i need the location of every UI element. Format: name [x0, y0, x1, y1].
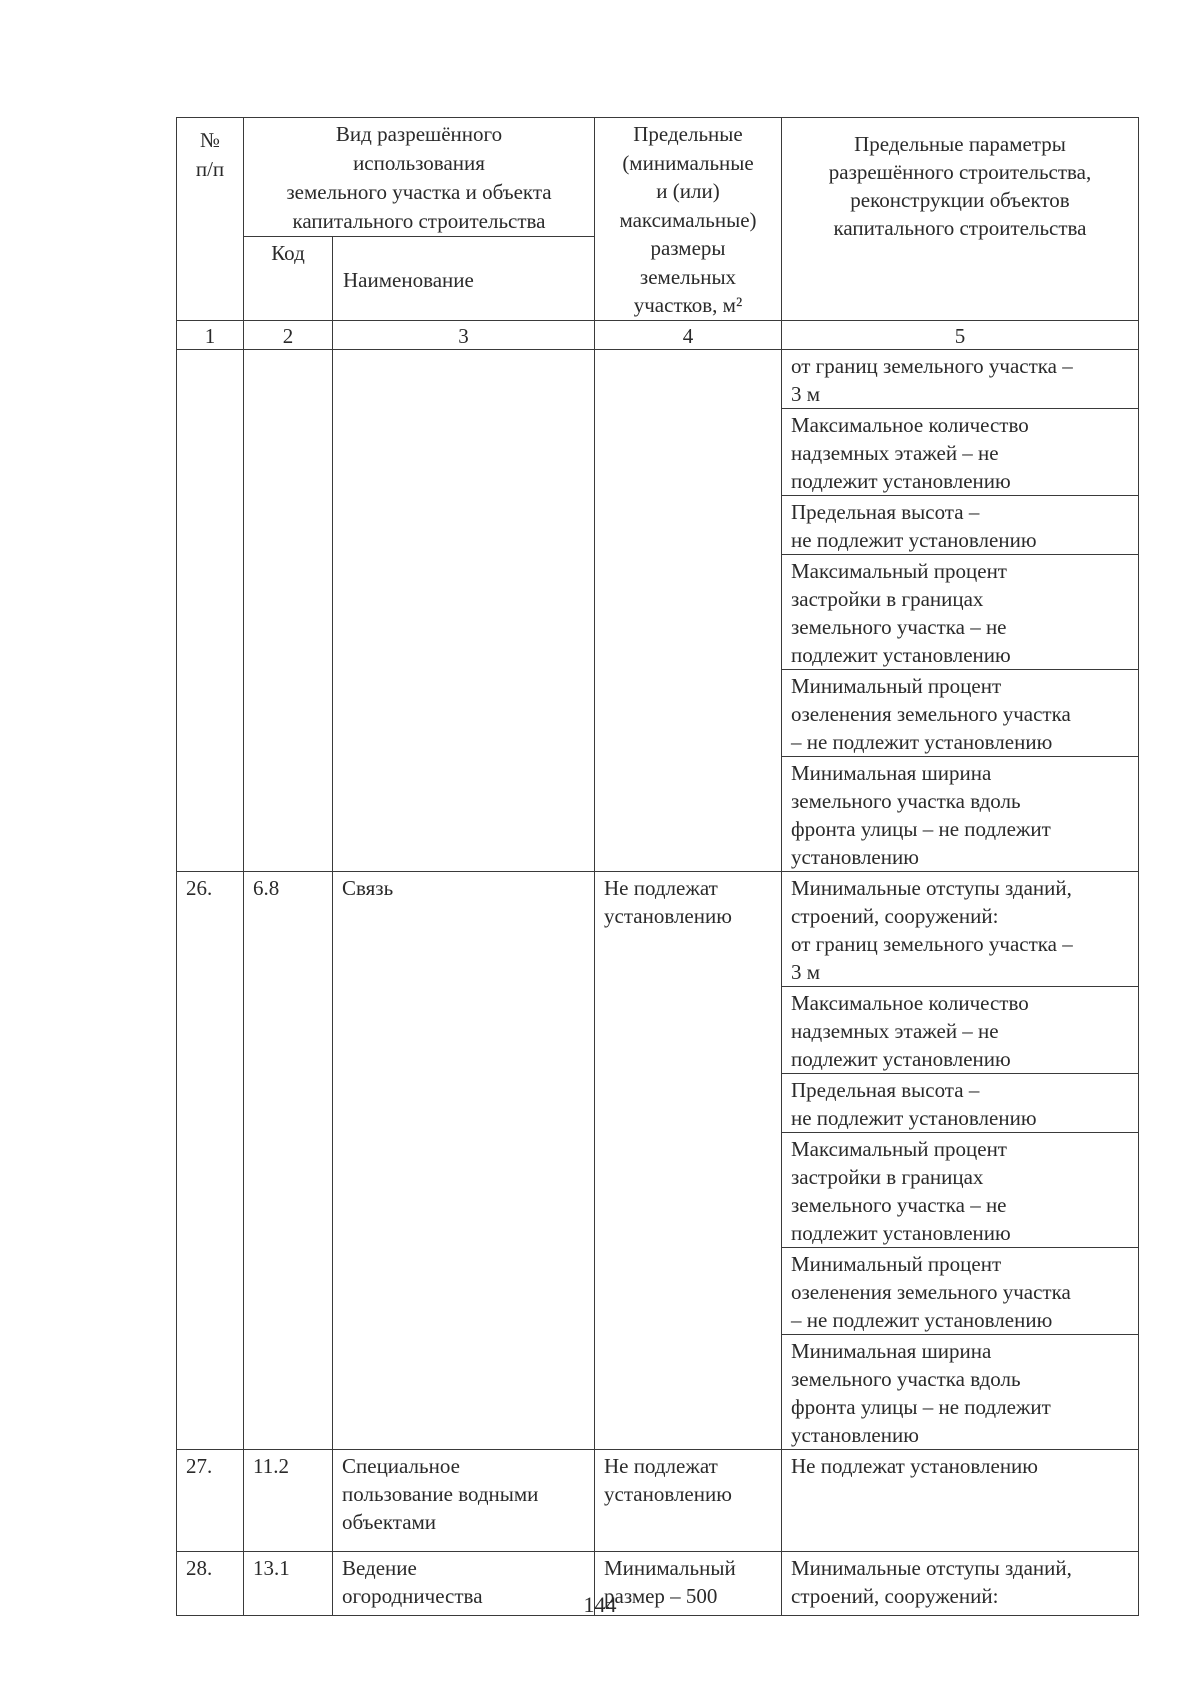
parameter-cell: Предельная высота – не подлежит установлению [782, 496, 1139, 555]
row-name: Ведение огородничества [333, 1552, 595, 1616]
parameter-cell: от границ земельного участка – 3 м [782, 350, 1139, 409]
parameter-cell: Минимальные отступы зданий, строений, сооружений: [782, 1552, 1139, 1616]
row-number: 28. [177, 1552, 244, 1616]
table-row [177, 872, 1139, 987]
parameter-cell: Минимальная ширина земельного участка вдоль фронта улицы – не подлежит установлению [782, 1335, 1139, 1450]
column-number: 2 [244, 321, 333, 350]
row-name: Связь [333, 872, 595, 1450]
row-code: 13.1 [244, 1552, 333, 1616]
table-row [177, 1450, 1139, 1552]
row-plot-size: Не подлежат установлению [595, 1450, 782, 1552]
parameter-cell: Предельная высота – не подлежит установлению [782, 1074, 1139, 1133]
column-number: 1 [177, 321, 244, 350]
row-code: 6.8 [244, 872, 333, 1450]
table-row [177, 350, 1139, 409]
parameter-cell: Не подлежат установлению [782, 1450, 1139, 1552]
header-parameters: Предельные параметры разрешённого строительства, реконструкции объектов капитального строительства [782, 118, 1139, 321]
column-number: 5 [782, 321, 1139, 350]
parameter-cell: Минимальный процент озеленения земельного участка – не подлежит установлению [782, 670, 1139, 757]
header-plot-sizes: Предельные (минимальные и (или) максимальные) размеры земельных участков, м² [595, 118, 782, 321]
parameter-cell: Минимальные отступы зданий, строений, сооружений: от границ земельного участка – 3 м [782, 872, 1139, 987]
header-number: № п/п [177, 118, 244, 321]
page-number: 144 [583, 1592, 617, 1617]
header-use-type: Вид разрешённого использования земельного участка и объекта капитального строительства [244, 118, 595, 237]
column-number: 3 [333, 321, 595, 350]
header-row-1 [177, 118, 1139, 237]
parameter-cell: Минимальный процент озеленения земельного участка – не подлежит установлению [782, 1248, 1139, 1335]
row-plot-size: Не подлежат установлению [595, 872, 782, 1450]
row-number: 26. [177, 872, 244, 1450]
column-numbers-row [177, 321, 1139, 350]
row-plot-size: Минимальный размер – 500 [595, 1552, 782, 1616]
header-name: Наименование [333, 237, 595, 321]
row-name: Специальное пользование водными объектами [333, 1450, 595, 1552]
parameter-cell: Максимальное количество надземных этажей – не подлежит установлению [782, 409, 1139, 496]
parameter-cell: Максимальный процент застройки в границах земельного участка – не подлежит установлению [782, 555, 1139, 670]
row-code: 11.2 [244, 1450, 333, 1552]
regulations-table [176, 117, 1139, 1616]
column-number: 4 [595, 321, 782, 350]
parameter-cell: Максимальное количество надземных этажей – не подлежит установлению [782, 987, 1139, 1074]
parameter-cell: Минимальная ширина земельного участка вдоль фронта улицы – не подлежит установлению [782, 757, 1139, 872]
row-number: 27. [177, 1450, 244, 1552]
header-code: Код [244, 237, 333, 321]
parameter-cell: Максимальный процент застройки в границах земельного участка – не подлежит установлению [782, 1133, 1139, 1248]
